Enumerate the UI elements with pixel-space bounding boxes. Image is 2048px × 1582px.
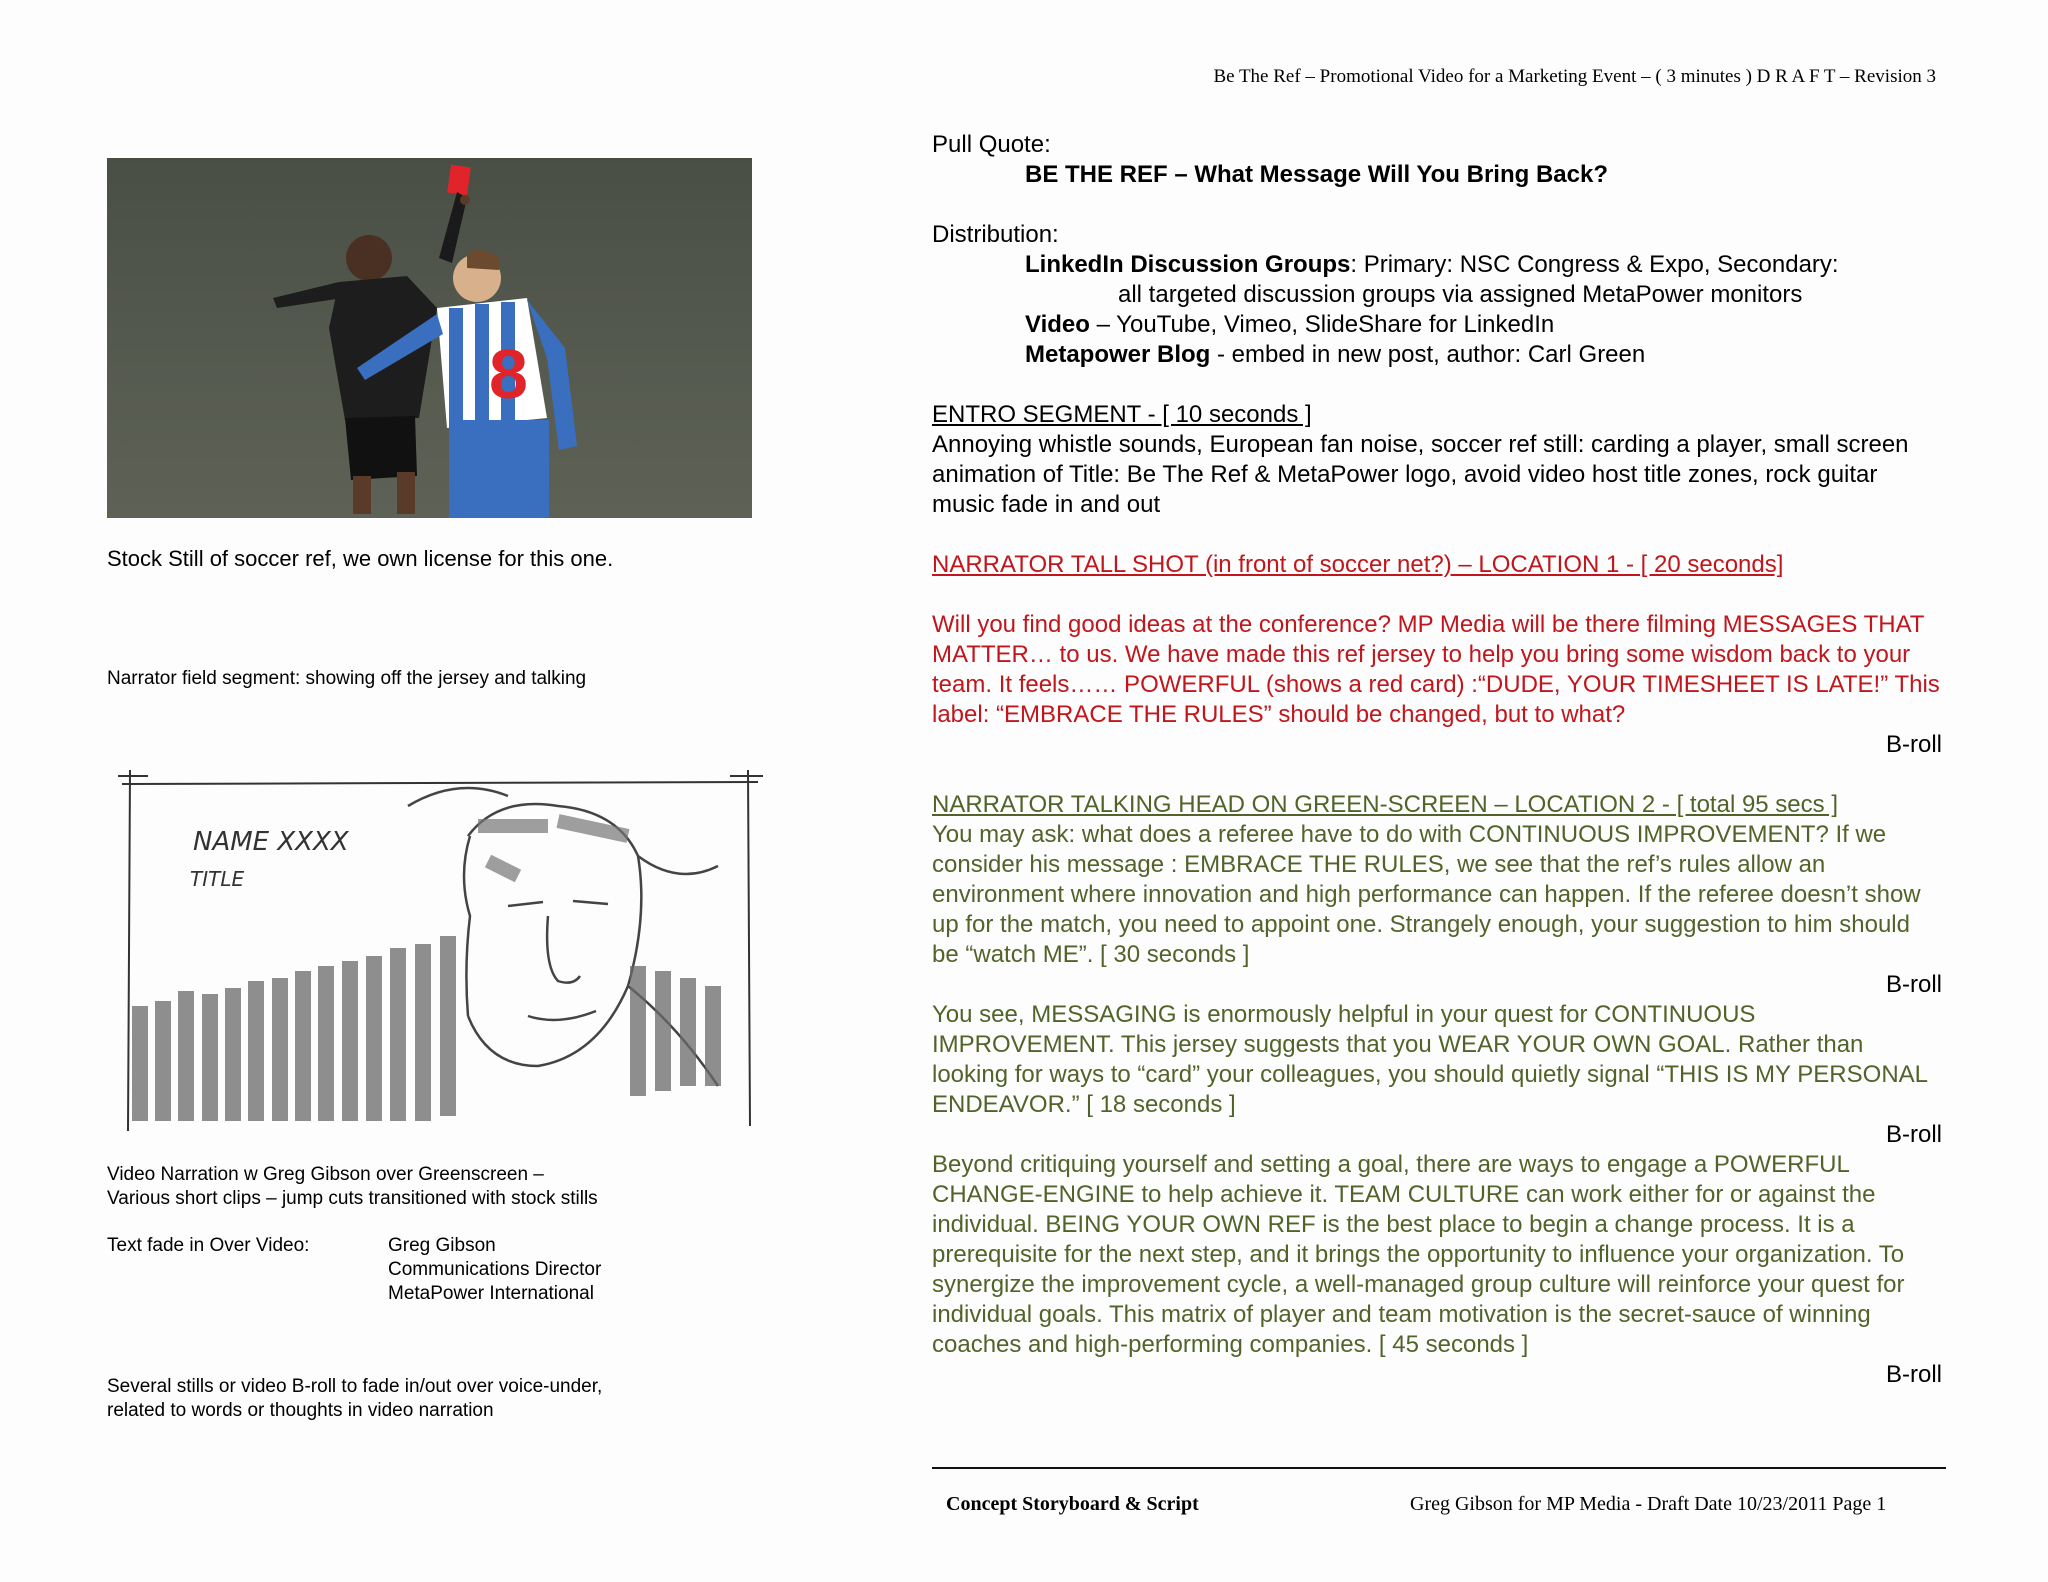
- broll-marker-4: B-roll: [1885, 1361, 1942, 1388]
- distribution-blog: [932, 340, 1942, 370]
- linkedin-text: : Primary: NSC Congress & Expo, Secondary:: [1350, 251, 1839, 278]
- footer-rule: [932, 1467, 1946, 1469]
- storyboard-sketch: [118, 766, 768, 1138]
- narrator-head-para-3: Beyond critiquing yourself and setting a goal, there are ways to engage a POWERFUL CHANGE-ENGINE to help achieve it. TEAM CULTURE can work either for or against the individual. BEING YOUR OWN REF is the best place to begin a change process. It is a prerequisite for the next step, and it brings the opportunity to influence your organization. To synergize the improvement cycle, a well-managed group culture will reinforce your quest for individual goals. This matrix of player and team motivation is the secret-sauce of winning coaches and high-performing companies. [ 45 seconds ]: [932, 1151, 1905, 1358]
- broll-marker-2: B-roll: [1885, 971, 1942, 998]
- distribution-video: [932, 310, 1942, 340]
- narrator-head-para-1: You may ask: what does a referee have to do with CONTINUOUS IMPROVEMENT? If we consider his message : EMBRACE THE RULES, we see that the ref’s rules allow an environment where innovation and high performance can happen. If the referee doesn’t show up for the match, you need to appoint one. Strangely enough, your suggestion to him should be “watch ME”. [ 30 seconds ]: [932, 821, 1921, 968]
- pull-quote-label: Pull Quote:: [932, 131, 1051, 158]
- distribution-linkedin: [932, 250, 1942, 280]
- narrator-tall-body: Will you find good ideas at the conference? MP Media will be there filming MESSAGES THAT MATTER… to us. We have made this ref jersey to help you bring some wisdom back to your team. It feels…… POWERFUL (shows a red card) :“DUDE, YOUR TIMESHEET IS LATE!” This label: “EMBRACE THE RULES” should be changed, but to what?: [932, 611, 1940, 728]
- broll-caption: [107, 1375, 602, 1423]
- entro-body: Annoying whistle sounds, European fan noise, soccer ref still: carding a player, small screen animation of Title: Be The Ref & MetaPower logo, avoid video host title zones, rock guitar music fade in and out: [932, 431, 1909, 518]
- video-text: – YouTube, Vimeo, SlideShare for LinkedIn: [1089, 311, 1555, 338]
- linkedin-label: LinkedIn Discussion Groups: [1025, 251, 1351, 278]
- referee-photo: [107, 158, 752, 518]
- narrator-tall-segment: [932, 550, 1942, 760]
- sketch-title-label: TITLE: [190, 867, 245, 891]
- entro-segment: [932, 400, 1942, 520]
- photo-caption: Stock Still of soccer ref, we own license for this one.: [107, 546, 614, 571]
- distribution-section: [932, 220, 1942, 370]
- narration-caption-line-2: Various short clips – jump cuts transitioned with stock stills: [107, 1188, 598, 1209]
- text-fade-role: Communications Director: [388, 1259, 602, 1280]
- broll-caption-line-2: related to words or thoughts in video narration: [107, 1400, 494, 1421]
- broll-caption-line-1: Several stills or video B-roll to fade in/out over voice-under,: [107, 1376, 603, 1397]
- video-label: Video: [1025, 311, 1090, 338]
- blog-label: Metapower Blog: [1025, 341, 1211, 368]
- text-fade-org: MetaPower International: [388, 1283, 594, 1304]
- broll-marker-1: B-roll: [1885, 731, 1942, 758]
- footer-right: Greg Gibson for MP Media - Draft Date 10/23/2011 Page 1: [1410, 1493, 1887, 1515]
- narrator-head-segment: [932, 790, 1942, 1390]
- text-fade-values: [388, 1234, 601, 1306]
- text-fade-name: Greg Gibson: [388, 1235, 496, 1256]
- page-header: Be The Ref – Promotional Video for a Marketing Event – ( 3 minutes ) D R A F T – Revision 3: [1213, 66, 1936, 87]
- field-segment-caption: Narrator field segment: showing off the jersey and talking: [107, 668, 587, 689]
- narration-caption-line-1: Video Narration w Greg Gibson over Greenscreen –: [107, 1164, 544, 1185]
- svg-text:8: 8: [489, 335, 528, 413]
- text-fade-label: Text fade in Over Video:: [107, 1235, 310, 1256]
- entro-heading: ENTRO SEGMENT - [ 10 seconds ]: [932, 401, 1312, 428]
- pull-quote-section: [932, 130, 1942, 190]
- broll-marker-3: B-roll: [1885, 1121, 1942, 1148]
- narrator-head-heading: NARRATOR TALKING HEAD ON GREEN-SCREEN – LOCATION 2 - [ total 95 secs ]: [932, 791, 1838, 818]
- footer-left: Concept Storyboard & Script: [946, 1493, 1199, 1515]
- distribution-label: Distribution:: [932, 221, 1059, 248]
- narration-caption: [107, 1163, 598, 1211]
- sketch-name-label: NAME XXXX: [193, 827, 349, 857]
- narrator-head-para-2: You see, MESSAGING is enormously helpful in your quest for CONTINUOUS IMPROVEMENT. This jersey suggests that you WEAR YOUR OWN GOAL. Rather than looking for ways to “card” your colleagues, you should quietly signal “THIS IS MY PERSONAL ENDEAVOR.” [ 18 seconds ]: [932, 1001, 1928, 1118]
- blog-text: - embed in new post, author: Carl Green: [1210, 341, 1646, 368]
- distribution-linkedin-cont: all targeted discussion groups via assigned MetaPower monitors: [1118, 281, 1803, 308]
- pull-quote-text: BE THE REF – What Message Will You Bring Back?: [1025, 161, 1608, 188]
- narrator-tall-heading: NARRATOR TALL SHOT (in front of soccer net?) – LOCATION 1 - [ 20 seconds]: [932, 551, 1784, 578]
